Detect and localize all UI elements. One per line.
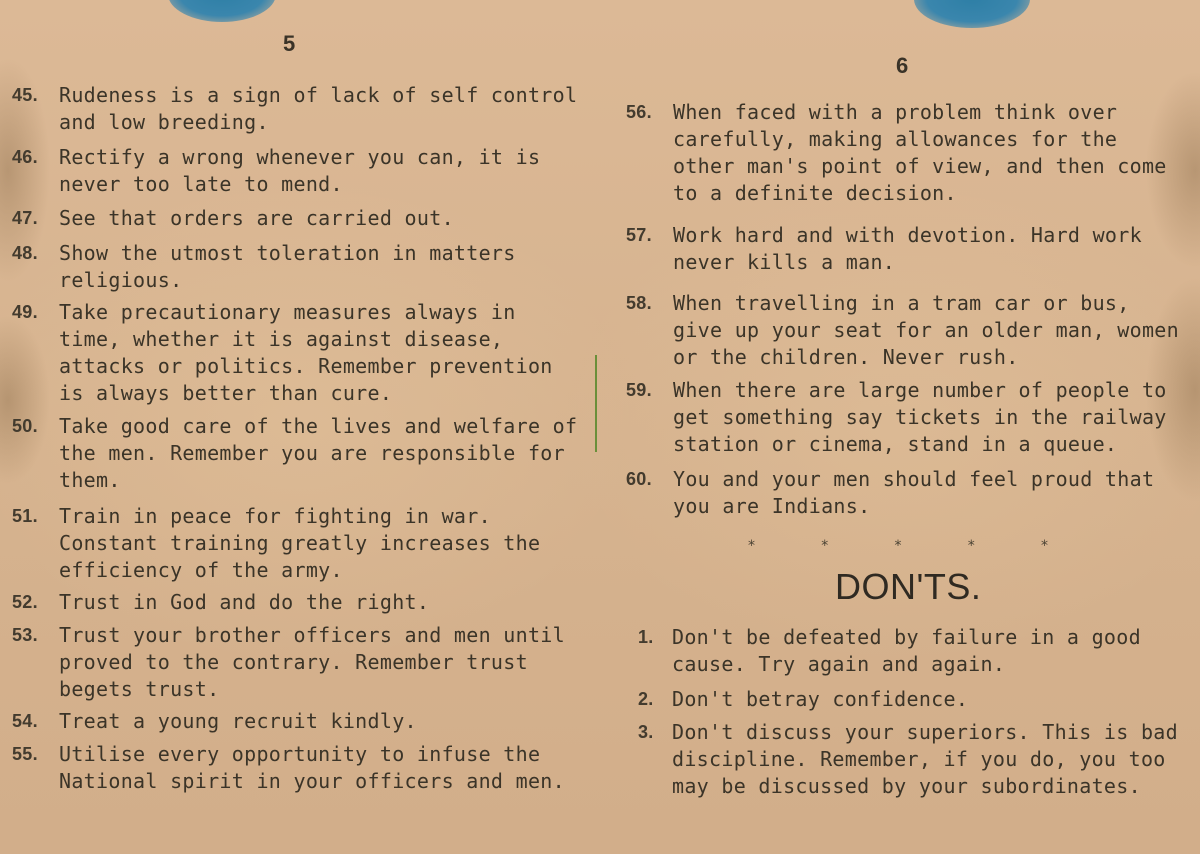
ink-blot-left (168, 0, 276, 22)
item-number: 57. (626, 225, 652, 245)
list-item (12, 299, 584, 407)
list-item (12, 240, 584, 294)
item-number: 48. (12, 243, 38, 263)
item-text: Trust your brother officers and men until proved to the contrary. Remember trust begets trust. (59, 623, 565, 701)
item-number: 58. (626, 293, 652, 313)
item-text: Utilise every opportunity to infuse the National spirit in your officers and men. (59, 742, 565, 793)
page-fold-mark (595, 355, 597, 452)
item-text: Trust in God and do the right. (59, 590, 430, 614)
section-separator-stars (748, 538, 1048, 554)
item-number: 47. (12, 208, 38, 228)
list-item (12, 503, 584, 584)
item-number: 50. (12, 416, 38, 436)
item-text: Work hard and with devotion. Hard work never kills a man. (673, 223, 1142, 274)
item-number: 59. (626, 380, 652, 400)
item-text: Rudeness is a sign of lack of self control and low breeding. (59, 83, 578, 134)
donts-heading: DON'TS. (835, 566, 982, 607)
item-text: Take precautionary measures always in time, whether it is against disease, attacks or politics. Remember prevention is always better than cure. (59, 300, 553, 405)
item-text: When faced with a problem think over carefully, making allowances for the other man's point of view, and then come to a definite decision. (673, 100, 1167, 205)
star-glyph: * (894, 538, 902, 554)
item-text: When there are large number of people to get something say tickets in the railway station or cinema, stand in a queue. (673, 378, 1167, 456)
item-number: 46. (12, 147, 38, 167)
item-number: 2. (638, 689, 654, 709)
item-text: Don't betray confidence. (672, 687, 969, 711)
star-glyph: * (821, 538, 829, 554)
item-text: Don't discuss your superiors. This is bad discipline. Remember, if you do, you too may be discussed by your subordinates. (672, 720, 1178, 798)
item-text: Train in peace for fighting in war. Constant training greatly increases the efficiency of the army. (59, 504, 541, 582)
item-number: 51. (12, 506, 38, 526)
item-text: Take good care of the lives and welfare of the men. Remember you are responsible for them. (59, 414, 578, 492)
item-number: 53. (12, 625, 38, 645)
list-item (12, 144, 584, 198)
page-number-left: 5 (283, 31, 296, 56)
item-number: 45. (12, 85, 38, 105)
item-number: 52. (12, 592, 38, 612)
item-number: 1. (638, 627, 654, 647)
list-item (626, 290, 1182, 371)
star-glyph: * (748, 538, 755, 554)
item-text: When travelling in a tram car or bus, give up your seat for an older man, women or the children. Never rush. (673, 291, 1179, 369)
item-number: 49. (12, 302, 38, 322)
list-item (12, 741, 584, 795)
item-number: 3. (638, 722, 654, 742)
list-item (626, 377, 1182, 458)
list-item (626, 466, 1182, 520)
item-text: You and your men should feel proud that you are Indians. (673, 467, 1155, 518)
item-text: Show the utmost toleration in matters religious. (59, 241, 516, 292)
list-item (12, 82, 584, 136)
item-text: Treat a young recruit kindly. (59, 709, 417, 733)
star-glyph: * (1041, 538, 1048, 554)
item-text: Rectify a wrong whenever you can, it is never too late to mend. (59, 145, 541, 196)
list-item (12, 413, 584, 494)
list-item (12, 708, 584, 735)
item-text: Don't be defeated by failure in a good cause. Try again and again. (672, 625, 1141, 676)
list-item (12, 622, 584, 703)
item-number: 60. (626, 469, 652, 489)
list-item (12, 205, 584, 232)
item-text: See that orders are carried out. (59, 206, 454, 230)
item-number: 54. (12, 711, 38, 731)
list-item (626, 222, 1182, 276)
donts-item (638, 686, 1182, 713)
item-number: 55. (12, 744, 38, 764)
star-glyph: * (967, 538, 975, 554)
list-item (626, 99, 1182, 207)
donts-item (638, 624, 1182, 678)
page-number-right: 6 (896, 53, 909, 78)
ink-blot-right (914, 0, 1030, 28)
item-number: 56. (626, 102, 652, 122)
donts-item (638, 719, 1182, 800)
list-item (12, 589, 584, 616)
